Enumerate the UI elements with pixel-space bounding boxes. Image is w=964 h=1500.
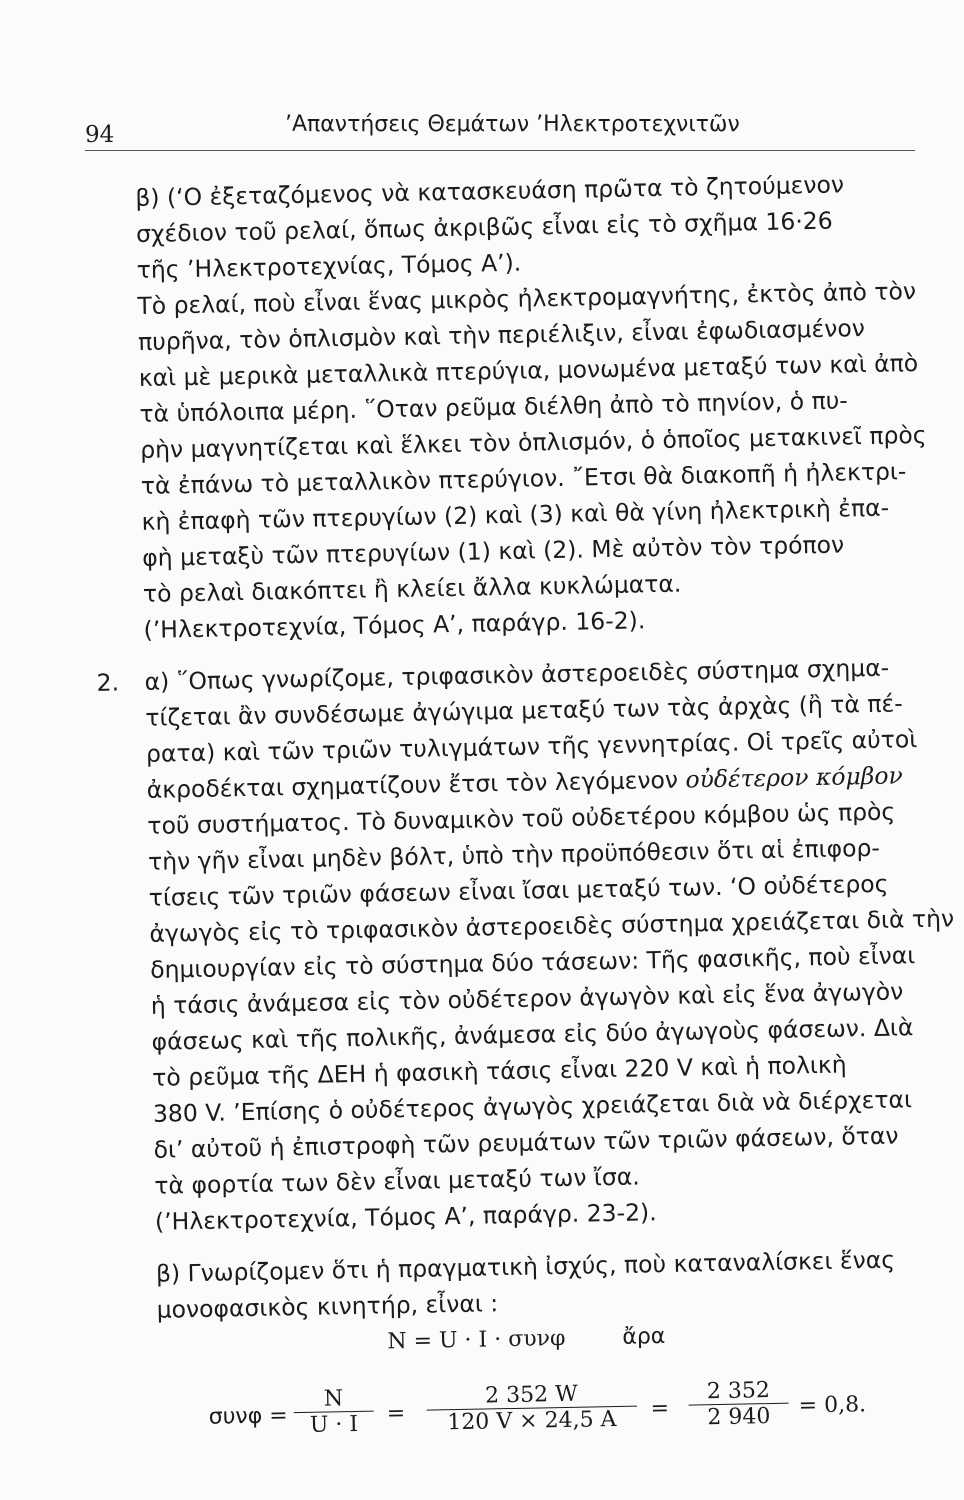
text-line: τὰ ὑπόλοιπα μέρη. ῞Οταν ρεῦμα διέλθη ἀπὸ τὸ πηνίον, ὁ πυ- xyxy=(139,386,849,428)
numerator: 2 352 xyxy=(688,1378,788,1406)
equals-sign: = xyxy=(386,1401,406,1427)
text-line: τίσεις τῶν τριῶν φάσεων εἶναι ἴσαι μεταξύ των. ‘Ο οὐδέτερος xyxy=(148,869,889,912)
text-line: πυρῆνα, τὸν ὁπλισμὸν καὶ τὴν περιέλιξιν, εἶναι ἐφωδιασμένον xyxy=(137,314,866,356)
text-line: τῆς ’Ηλεκτροτεχνίας, Τόμος Α’). xyxy=(136,248,522,284)
question-2 xyxy=(96,649,959,1458)
text-line: τὰ ἐπάνω τὸ μεταλλικὸν πτερύγιον. ῎Ετσι θὰ διακοπῆ ἡ ἠλεκτρι- xyxy=(140,457,907,500)
text-line: ρατα) καὶ τῶν τριῶν τυλιγμάτων τῆς γεννητρίας. Οἱ τρεῖς αὐτοὶ xyxy=(145,725,918,768)
text-line: τὸ ρελαὶ διακόπτει ἢ κλείει ἄλλα κυκλώματα. xyxy=(142,569,682,608)
text-line: ἡ τάσις ἀνάμεσα εἰς τὸν οὐδέτερον ἀγωγὸν καὶ εἰς ἕνα ἀγωγὸν xyxy=(150,977,904,1020)
formula-suffix: ἄρα xyxy=(622,1324,666,1350)
text-line: τὰ φορτία των δὲν εἶναι μεταξύ των ἴσα. xyxy=(154,1162,640,1200)
page-header xyxy=(85,112,915,152)
text-line: τίζεται ἂν συνδέσωμε ἀγώγιμα μεταξύ των τὰς ἀρχὰς (ἢ τὰ πέ- xyxy=(145,689,903,732)
answer-b-relay xyxy=(135,165,944,648)
text-line: καὶ μὲ μερικὰ μεταλλικὰ πτερύγια, μονωμένα μεταξύ των καὶ ἀπὸ xyxy=(138,349,919,392)
fraction-3 xyxy=(688,1378,789,1431)
equals-sign: = xyxy=(650,1395,670,1422)
reference-line: (’Ηλεκτροτεχνία, Τόμος Α’, παράγρ. 23-2). xyxy=(154,1198,657,1236)
item-number: 2. xyxy=(96,668,120,697)
page-body xyxy=(96,165,959,1458)
numerator: N xyxy=(293,1386,373,1414)
formula-result: = 0,8. xyxy=(798,1392,867,1419)
denominator: 2 940 xyxy=(707,1404,771,1431)
text-line: μονοφασικὸς κινητήρ, εἶναι : xyxy=(156,1289,499,1324)
page-number: 94 xyxy=(85,122,115,148)
formula-lhs: συνφ = xyxy=(208,1403,288,1430)
text-line: 380 V. ’Επίσης ὁ οὐδέτερος ἀγωγὸς χρειάζεται διὰ νὰ διέρχεται xyxy=(152,1085,913,1128)
power-formula xyxy=(387,1324,665,1354)
denominator: U · I xyxy=(309,1411,359,1438)
text-line: Τὸ ρελαί, ποὺ εἶναι ἕνας μικρὸς ἠλεκτρομαγνήτης, ἐκτὸς ἀπὸ τὸν xyxy=(137,277,917,320)
text-line: β) (‘Ο ἐξεταζόμενος νὰ κατασκευάση πρῶτα τὸ ζητούμενον xyxy=(135,170,845,212)
italic-term: οὐδέτερον κόμβον xyxy=(685,761,904,794)
text-line: δημιουργίαν εἰς τὸ σύστημα δύο τάσεων: Τῆς φασικῆς, ποὺ εἶναι xyxy=(149,941,916,984)
running-title: ’Απαντήσεις Θεμάτων ’Ηλεκτροτεχνιτῶν xyxy=(285,112,740,137)
denominator: 120 V × 24,5 A xyxy=(447,1406,617,1436)
text-line: φάσεως καὶ τῆς πολικῆς, ἀνάμεσα εἰς δύο ἀγωγοὺς φάσεων. Διὰ xyxy=(151,1013,914,1056)
fraction-1 xyxy=(293,1386,374,1439)
header-rule xyxy=(85,150,915,151)
text-line: δι’ αὐτοῦ ἡ ἐπιστροφὴ τῶν ρευμάτων τῶν τριῶν φάσεων, ὅταν xyxy=(153,1121,899,1164)
fraction-2 xyxy=(426,1381,637,1436)
text-line: α) ῞Οπως γνωρίζομε, τριφασικὸν ἀστεροειδὲς σύστημα σχημα- xyxy=(144,653,890,696)
text-line: ρὴν μαγνητίζεται καὶ ἕλκει τὸν ὁπλισμόν, ὁ ὁποῖος μετακινεῖ πρὸς xyxy=(139,420,927,464)
text-line: τὴν γῆν εἶναι μηδὲν βόλτ, ὑπὸ τὴν προϋπόθεσιν ὅτι αἱ ἐπιφορ- xyxy=(147,833,881,876)
text-line: κὴ ἐπαφὴ τῶν πτερυγίων (2) καὶ (3) καὶ θὰ γίνη ἠλεκτρικὴ ἐπα- xyxy=(141,493,890,536)
formula-text: N = U · I · συνφ xyxy=(387,1325,566,1355)
text-line: β) Γνωρίζομεν ὅτι ἡ πραγματικὴ ἰσχύς, ποὺ καταναλίσκει ἕνας xyxy=(155,1245,896,1288)
text-line: τὸ ρεῦμα τῆς ΔΕΗ ἡ φασικὴ τάσις εἶναι 220 V καὶ ἡ πολικὴ xyxy=(151,1050,847,1092)
reference-line: (’Ηλεκτροτεχνία, Τόμος Α’, παράγρ. 16-2). xyxy=(143,606,646,644)
text-segment: ἀκροδέκται σχηματίζουν ἔτσι τὸν λεγόμενον xyxy=(146,765,686,804)
text-line: σχέδιον τοῦ ρελαί, ὅπως ἀκριβῶς εἶναι εἰς τὸ σχῆμα 16·26 xyxy=(135,206,833,248)
numerator: 2 352 W xyxy=(426,1381,636,1411)
text-line: τοῦ συστήματος. Τὸ δυναμικὸν τοῦ οὐδετέρου κόμβου ὡς πρὸς xyxy=(147,797,896,840)
text-line: φὴ μεταξὺ τῶν πτερυγίων (1) καὶ (2). Μὲ αὐτὸν τὸν τρόπον xyxy=(141,530,845,572)
formula-block xyxy=(157,1312,959,1457)
text-line: ἀγωγὸς εἰς τὸ τριφασικὸν ἀστεροειδὲς σύστημα χρειάζεται διὰ τὴν xyxy=(149,904,955,948)
